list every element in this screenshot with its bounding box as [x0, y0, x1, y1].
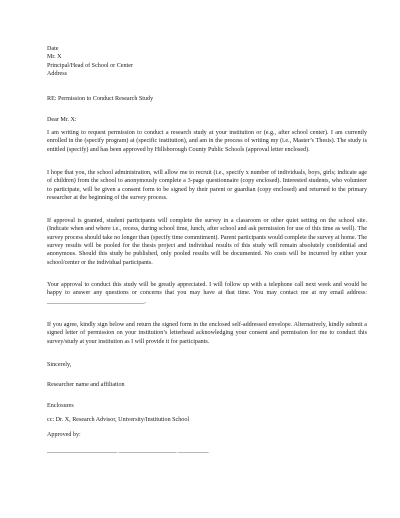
paragraph-recruitment: I hope that you, the school administration, will allow me to recruit (i.e., specify x number of individuals, boys, girls; indicate age of children) from the school to anonymously complete a 3-page questionnaire (copy enclosed). Interested students, who volunteer to participate, will be given a consent form to be signed by their parent or guardian (copy enclosed) and returned to the primary researcher at the beginning of the survey process. [47, 170, 367, 202]
salutation-text: Dear Mr. X: [47, 117, 77, 123]
approved-by-text: Approved by: [47, 432, 81, 438]
paragraph-consent: If you agree, kindly sign below and return the signed form in the enclosed self-addressed envelope. Alternatively, kindly submit a signed letter of permission on your institution’s letterhead acknowledging your consent and permission for me to conduct this survey/study at your institution as I will provide it for participants. [47, 322, 367, 345]
enclosures-line [47, 402, 365, 410]
paragraph-intro: I am writing to request permission to conduct a research study at your institution or (e.g., after school center). I am currently enrolled in the (specify program) at (specific institution), and am in the process of writing my (i.e., Master’s Thesis). The study is entitled (specify) and has been approved by Hillsborough County Public Schools (approval letter enclosed). [47, 130, 367, 153]
salutation-line [47, 116, 365, 124]
signer-text: Researcher name and affiliation [47, 382, 125, 388]
paragraph-follow-up: Your approval to conduct this study will be greatly appreciated. I will follow up with a telephone call next week and would be happy to answer any questions or concerns that you may have at that time. You may contact me at my email address: ________________________________. [47, 282, 367, 305]
recipient-address: Address [47, 71, 67, 78]
paragraph-procedure: If approval is granted, student participants will complete the survey in a classroom or other quiet setting on the school site. (Indicate when and where i.e., recess, during school time, lunch, after school and ask permission for use of this time as well). The survey process should take no longer than (specify time commitment). Parent participants would complete the survey at home. The survey results will be pooled for the thesis project and individual results of this study will remain absolutely confidential and anonymous. Should this study be published, only pooled results will be documented. No costs will be incurred by either your school/center or the individual participants. [47, 218, 367, 266]
recipient-title: Principal/Head of School or Center [47, 62, 133, 69]
recipient-name: Mr. X [47, 54, 62, 61]
signature-blank-lines: _______________________ ___________________ __________ [47, 448, 209, 454]
letter-header [47, 45, 365, 78]
subject-text: RE: Permission to Conduct Research Study [47, 96, 154, 102]
cc-text: cc: Dr. X, Research Advisor, University/Institution School [47, 417, 190, 423]
closing-text: Sincerely, [47, 362, 72, 368]
subject-line [47, 95, 365, 103]
closing-line [47, 361, 365, 369]
approved-by-line [47, 431, 365, 439]
enclosures-text: Enclosures [47, 403, 74, 409]
cc-line [47, 416, 365, 424]
signer-line [47, 381, 365, 389]
date-line: Date [47, 46, 59, 52]
